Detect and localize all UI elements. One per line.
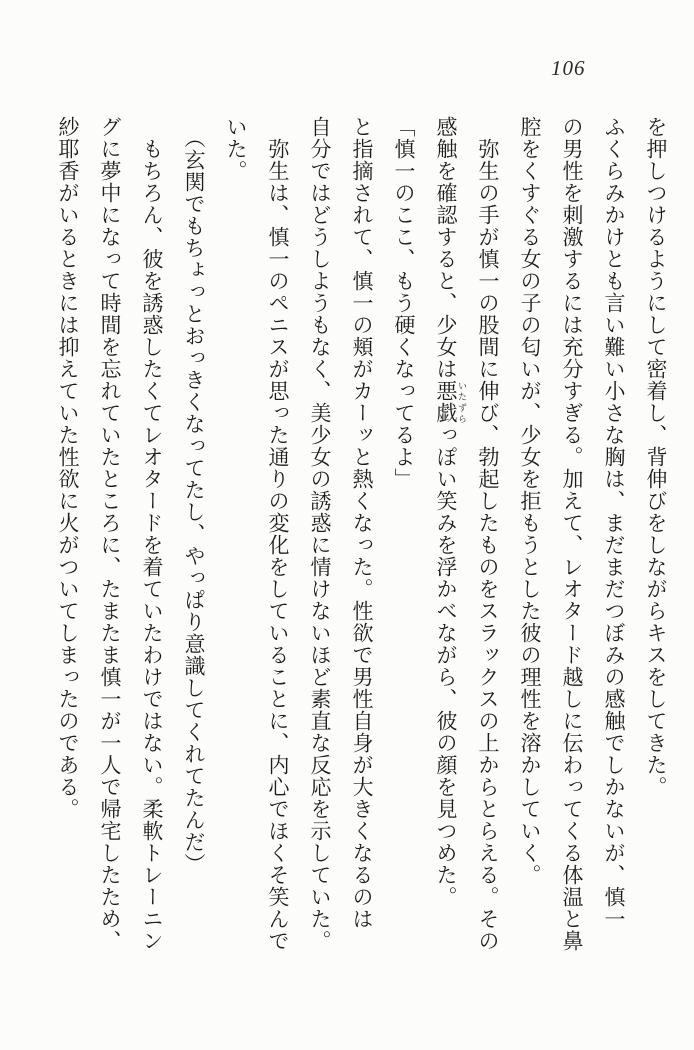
text-segment: （玄関でもちょっとおっきくなってたし、やっぱり意識してくれてたんだ） (182, 127, 206, 875)
text-line-13 (131, 116, 173, 976)
text-line-7 (383, 116, 425, 954)
text-line-6 (425, 116, 467, 954)
text-block (47, 116, 677, 956)
text-segment: もちろん、彼を誘惑したくてレオタードを着ていたわけではない。柔軟トレーニン (140, 138, 164, 952)
text-line-14 (89, 116, 131, 954)
text-segment: 紗耶香がいるときには抑えていた性欲に火がついてしまったのである。 (56, 116, 80, 820)
text-segment: グに夢中になって時間を忘れていたところに、たまたま慎一が一人で帰宅したため、 (98, 116, 122, 952)
text-line-12 (173, 116, 215, 965)
text-segment: を押しつけるようにして密着し、背伸びをしながらキスをしてきた。 (644, 116, 668, 798)
page-number: 106 (551, 56, 586, 80)
text-segment: 自分ではどうしようもなく、美少女の誘惑に情けないほど素直な反応を示していた。 (308, 116, 332, 952)
text-line-9 (299, 116, 341, 954)
text-segment: 腔をくすぐる女の子の匂いが、少女を拒もうとした彼の理性を溶かしていく。 (518, 116, 542, 886)
ruby-annotated-word: 悪戯 いたずら (434, 380, 467, 424)
text-line-1 (635, 116, 677, 954)
text-line-10 (257, 116, 299, 976)
text-segment: 感触を確認すると、少女は (434, 116, 458, 380)
text-line-15 (47, 116, 89, 954)
text-segment: の男性を刺激するには充分すぎる。加えて、レオタード越しに伝わってくる体温と鼻 (560, 116, 584, 952)
text-segment: 弥生の手が慎一の股間に伸び、勃起したものをスラックスの上からとらえる。その (476, 138, 500, 952)
text-line-4 (509, 116, 551, 954)
text-segment: 「慎一のここ、もう硬くなってるよ」 (392, 116, 416, 490)
text-segment: 弥生は、慎一のペニスが思った通りの変化をしていることに、内心でほくそ笑んで (266, 138, 290, 952)
text-line-2 (593, 116, 635, 954)
text-line-3 (551, 116, 593, 954)
text-segment: いた。 (224, 116, 248, 182)
text-segment: ふくらみかけとも言い難い小さな胸は、まだまだつぼみの感触でしかないが、慎一 (602, 116, 626, 930)
text-line-11 (215, 116, 257, 954)
furigana: いたずら (457, 380, 467, 424)
text-segment: と指摘されて、慎一の頬がカーッと熱くなった。性欲で男性自身が大きくなるのは (350, 116, 374, 930)
text-line-5 (467, 116, 509, 976)
text-line-8 (341, 116, 383, 954)
text-segment: っぽい笑みを浮かべながら、彼の顔を見つめた。 (434, 424, 458, 908)
